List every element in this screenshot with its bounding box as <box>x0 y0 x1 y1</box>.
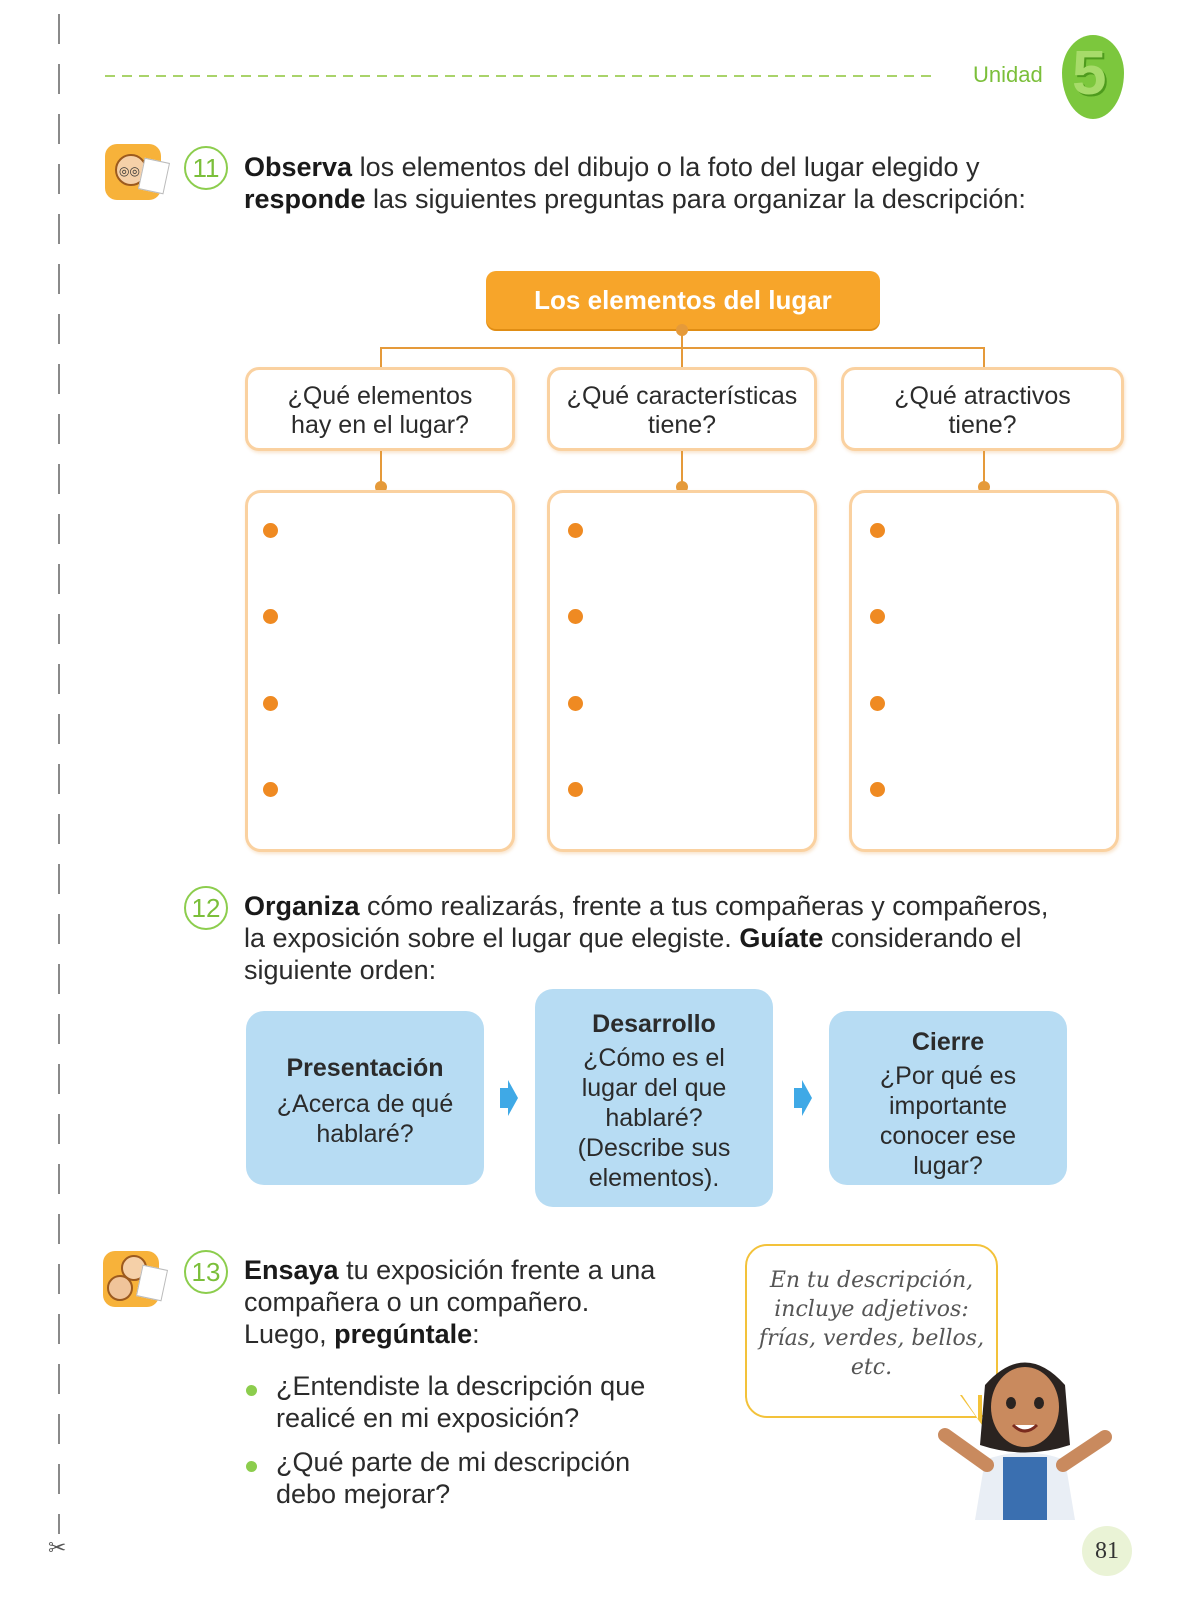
instruction-text: las siguientes preguntas para organizar la descripción: <box>365 184 1026 214</box>
question-box-elements <box>245 367 515 451</box>
instruction-bold-responde: responde <box>244 184 366 214</box>
tip-line: etc. <box>850 1355 893 1380</box>
question-line: tiene? <box>948 411 1017 439</box>
answer-box-attractions[interactable] <box>849 490 1119 852</box>
question-line: ¿Qué características <box>566 382 798 410</box>
bullet-point <box>263 696 278 711</box>
bullet-point <box>568 782 583 797</box>
step-text: elementos). <box>588 1164 720 1192</box>
bullet-point <box>263 609 278 624</box>
bullet-point <box>870 609 885 624</box>
instruction-text: siguiente orden: <box>244 955 437 985</box>
question-line: realicé en mi exposición? <box>276 1403 580 1433</box>
question-line: ¿Qué elementos <box>287 382 473 410</box>
bullet-point <box>568 696 583 711</box>
page-number: 81 <box>1082 1526 1132 1576</box>
instruction-text: Luego, <box>244 1319 335 1349</box>
arrow-right-icon <box>500 1080 518 1116</box>
step-title: Presentación <box>286 1054 444 1082</box>
unit-label: Unidad <box>973 62 1043 87</box>
bullet-point <box>870 782 885 797</box>
answer-box-characteristics[interactable] <box>547 490 817 852</box>
cut-line <box>58 14 60 1534</box>
header-divider <box>105 75 935 77</box>
instruction-text: la exposición sobre el lugar que elegiste. <box>244 923 740 953</box>
step-text: importante <box>888 1092 1008 1120</box>
step-text: ¿Acerca de qué <box>276 1090 454 1118</box>
instruction-bold-observa: Observa <box>244 152 353 182</box>
activity-number-11: 11 <box>184 146 228 190</box>
instruction-bold-organiza: Organiza <box>244 891 360 921</box>
activity-12-instruction <box>244 890 1144 986</box>
step-text: ¿Cómo es el <box>583 1044 725 1072</box>
individual-work-icon: ◎◎ <box>105 144 161 200</box>
question-line: ¿Qué parte de mi descripción <box>276 1447 631 1477</box>
bullet-point <box>263 782 278 797</box>
instruction-text: compañera o un compañero. <box>244 1287 590 1317</box>
instruction-text: considerando el <box>823 923 1022 953</box>
scissors-icon: ✂ <box>48 1536 67 1561</box>
step-desarrollo <box>535 989 773 1207</box>
diagram-title: Los elementos del lugar <box>486 271 880 329</box>
question-line: debo mejorar? <box>276 1479 451 1509</box>
activity-number-13: 13 <box>184 1250 228 1294</box>
instruction-bold-preguntale: pregúntale <box>334 1319 473 1349</box>
step-title: Cierre <box>911 1028 985 1056</box>
pair-work-icon <box>103 1251 159 1307</box>
tip-line: incluye adjetivos: <box>774 1297 969 1322</box>
step-text: hablaré? <box>316 1120 414 1148</box>
bullet-point <box>568 523 583 538</box>
step-title: Desarrollo <box>592 1010 716 1038</box>
activity-number-12: 12 <box>184 886 228 930</box>
bullet-point <box>870 523 885 538</box>
question-line: tiene? <box>647 411 717 439</box>
question-line: ¿Qué atractivos <box>894 382 1071 410</box>
connector-line <box>380 347 985 349</box>
instruction-bold-guiate: Guíate <box>739 923 824 953</box>
step-cierre <box>829 1011 1067 1185</box>
connector-line <box>380 347 382 368</box>
step-text: lugar? <box>913 1152 983 1180</box>
bullet-point <box>568 609 583 624</box>
bullet-point <box>870 696 885 711</box>
step-text: (Describe sus <box>577 1134 731 1162</box>
girl-illustration <box>925 1345 1125 1520</box>
step-presentacion <box>246 1011 484 1185</box>
tip-line: En tu descripción, <box>769 1268 974 1293</box>
question-item <box>276 1446 726 1510</box>
instruction-bold-ensaya: Ensaya <box>244 1255 339 1285</box>
instruction-text: : <box>472 1319 480 1349</box>
answer-box-elements[interactable] <box>245 490 515 852</box>
question-box-attractions <box>841 367 1124 451</box>
activity-11-instruction <box>244 151 1124 215</box>
step-text: lugar del que <box>581 1074 727 1102</box>
question-item <box>276 1370 726 1434</box>
step-text: conocer ese <box>879 1122 1017 1150</box>
unit-number: 5 <box>1072 39 1107 108</box>
arrow-right-icon <box>794 1080 812 1116</box>
instruction-text: cómo realizarás, frente a tus compañeras y compañeros, <box>359 891 1049 921</box>
question-line: hay en el lugar? <box>291 411 469 439</box>
step-text: hablaré? <box>605 1104 703 1132</box>
bullet-point <box>246 1385 257 1396</box>
question-line: ¿Entendiste la descripción que <box>276 1371 646 1401</box>
tip-line: frías, verdes, bellos, <box>758 1326 985 1351</box>
bullet-point <box>263 523 278 538</box>
activity-13-instruction <box>244 1254 714 1350</box>
connector-line <box>681 330 683 368</box>
step-text: ¿Por qué es <box>879 1062 1017 1090</box>
connector-line <box>983 347 985 368</box>
instruction-text: los elementos del dibujo o la foto del lugar elegido y <box>352 152 980 182</box>
question-box-characteristics <box>547 367 817 451</box>
instruction-text: tu exposición frente a una <box>338 1255 656 1285</box>
bullet-point <box>246 1461 257 1472</box>
